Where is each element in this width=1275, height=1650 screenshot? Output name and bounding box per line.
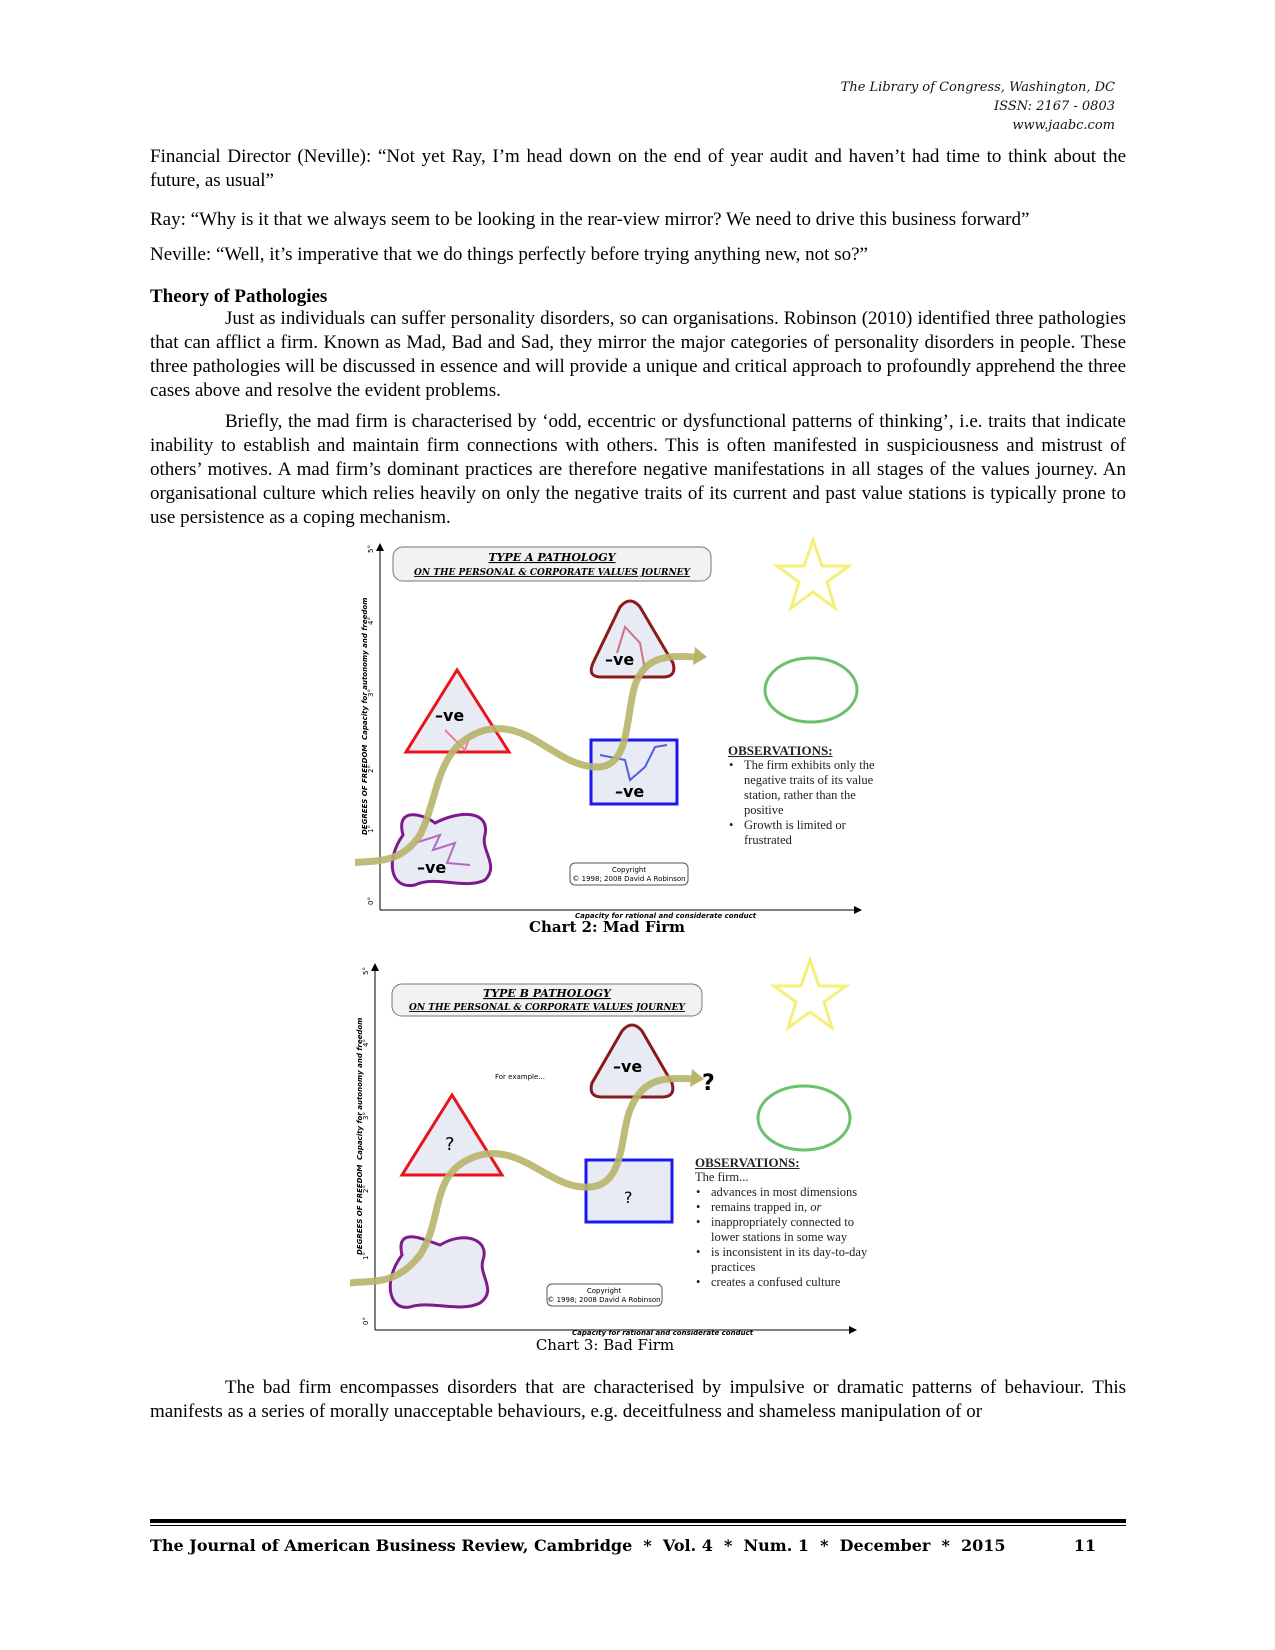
y-tick-0: 0° bbox=[367, 897, 375, 905]
header-line-1: The Library of Congress, Washington, DC bbox=[840, 80, 1115, 95]
y-tick-3: 3° bbox=[362, 1112, 370, 1120]
y-axis-label-capacity: Capacity for autonomy and freedom bbox=[356, 1017, 364, 1160]
y-tick-1: 1° bbox=[362, 1252, 370, 1260]
y-axis-label-degrees: DEGREES OF FREEDOM bbox=[356, 1164, 364, 1255]
chart-type-a-pathology bbox=[355, 535, 875, 925]
y-tick-3: 3° bbox=[367, 689, 375, 697]
observation-item: • creates a confused culture bbox=[711, 1275, 870, 1290]
copyright-line-1: Copyright bbox=[586, 1287, 622, 1295]
maroon-triangle-label: –ve bbox=[613, 1057, 643, 1076]
journey-arrowhead bbox=[693, 647, 707, 665]
star-icon bbox=[774, 960, 846, 1028]
observations-title: OBSERVATIONS: bbox=[695, 1155, 800, 1170]
question-mark-icon: ? bbox=[702, 1071, 715, 1096]
chart-type-b-pathology bbox=[350, 955, 870, 1345]
dialogue-neville-2: Neville: “Well, it’s imperative that we do things perfectly before trying anything new, not so?” bbox=[150, 244, 868, 265]
title-line-1: TYPE A PATHOLOGY bbox=[488, 551, 616, 564]
y-tick-4: 4° bbox=[367, 617, 375, 625]
star-icon bbox=[777, 540, 849, 608]
y-tick-2: 2° bbox=[362, 1185, 370, 1193]
section-heading: Theory of Pathologies bbox=[150, 286, 328, 307]
y-tick-5: 5° bbox=[367, 545, 375, 553]
x-axis-label: Capacity for rational and considerate conduct bbox=[572, 1329, 754, 1337]
chart-2-caption: Chart 2: Mad Firm bbox=[529, 918, 685, 936]
journal-footer bbox=[150, 1536, 1126, 1555]
title-line-2: ON THE PERSONAL & CORPORATE VALUES JOURNEY bbox=[414, 568, 690, 578]
blob-label: –ve bbox=[417, 858, 447, 877]
observations-title: OBSERVATIONS: bbox=[728, 743, 833, 758]
footer-rule-thick bbox=[150, 1519, 1126, 1523]
copyright-line-2: © 1998; 2008 David A Robinson bbox=[547, 1296, 661, 1304]
observation-item: • Growth is limited or frustrated bbox=[744, 818, 878, 848]
ellipse-shape bbox=[758, 1086, 850, 1150]
footer-rule-thin bbox=[150, 1525, 1126, 1526]
copyright-line-2: © 1998; 2008 David A Robinson bbox=[572, 875, 686, 883]
blue-rectangle-label: ? bbox=[624, 1188, 633, 1207]
chart-3-caption: Chart 3: Bad Firm bbox=[535, 1336, 675, 1354]
dialogue-ray: Ray: “Why is it that we always seem to be looking in the rear-view mirror? We need to drive this business forward” bbox=[150, 209, 1030, 230]
ellipse-shape bbox=[765, 658, 857, 722]
y-tick-4: 4° bbox=[362, 1039, 370, 1047]
observations-box bbox=[728, 743, 878, 848]
observations-intro: The firm... bbox=[695, 1170, 749, 1184]
observation-item: • inappropriately connected to lower stations in some way bbox=[711, 1215, 870, 1245]
observation-item: • remains trapped in, or bbox=[711, 1200, 870, 1215]
observation-item: • advances in most dimensions bbox=[711, 1185, 870, 1200]
y-tick-5: 5° bbox=[362, 967, 370, 975]
dialogue-neville-1: Financial Director (Neville): “Not yet Ray, I’m head down on the end of year audit and haven’t had time to think about the future, as usual” bbox=[150, 146, 1126, 191]
example-text: For example... bbox=[495, 1073, 545, 1081]
y-tick-2: 2° bbox=[367, 765, 375, 773]
y-tick-0: 0° bbox=[362, 1317, 370, 1325]
title-line-2: ON THE PERSONAL & CORPORATE VALUES JOURNEY bbox=[409, 1003, 685, 1013]
paragraph-bad-firm: The bad firm encompasses disorders that are characterised by impulsive or dramatic patterns of behaviour. This manifests as a series of morally unacceptable behaviours, e.g. deceitfulness and shameless manipulation of or bbox=[150, 1377, 1126, 1422]
journal-citation: The Journal of American Business Review, Cambridge * Vol. 4 * Num. 1 * December * 2015 bbox=[150, 1536, 1006, 1555]
observations-box bbox=[695, 1155, 870, 1290]
x-axis-label: Capacity for rational and considerate conduct bbox=[575, 912, 757, 920]
red-triangle-label: ? bbox=[445, 1134, 455, 1155]
observation-item: • is inconsistent in its day-to-day practices bbox=[711, 1245, 870, 1275]
header-line-3: www.jaabc.com bbox=[1012, 118, 1115, 133]
paragraph-mad-firm: Briefly, the mad firm is characterised by ‘odd, eccentric or dysfunctional patterns of thinking’, i.e. traits that indicate inability to establish and maintain firm connections with others. This is often manifested in suspiciousness and mistrust of others’ motives. A mad firm’s dominant practices are therefore negative manifestations in all stages of the values journey. An organisational culture which relies heavily on only the negative traits of its current and past value stations is typically prone to use persistence as a coping mechanism. bbox=[150, 411, 1126, 528]
observation-item: • The firm exhibits only the negative traits of its value station, rather than the positive bbox=[744, 758, 878, 818]
running-header bbox=[841, 78, 1115, 135]
copyright-line-1: Copyright bbox=[611, 866, 647, 874]
y-axis-label-capacity: Capacity for autonomy and freedom bbox=[361, 597, 369, 740]
y-tick-1: 1° bbox=[367, 825, 375, 833]
maroon-triangle-label: –ve bbox=[605, 650, 635, 669]
paragraph-pathologies-intro: Just as individuals can suffer personality disorders, so can organisations. Robinson (2010) identified three pathologies that can afflict a firm. Known as Mad, Bad and Sad, they mirror the major categories of personality disorders in people. These three pathologies will be discussed in essence and will provide a unique and critical approach to profoundly apprehend the three cases above and resolve the evident problems. bbox=[150, 308, 1126, 401]
header-line-2: ISSN: 2167 - 0803 bbox=[994, 99, 1115, 114]
page-number: 11 bbox=[1073, 1536, 1096, 1555]
y-axis-label-degrees: DEGREES OF FREEDOM bbox=[361, 744, 369, 835]
red-triangle-label: –ve bbox=[435, 706, 465, 725]
blue-rectangle-label: –ve bbox=[615, 782, 645, 801]
title-line-1: TYPE B PATHOLOGY bbox=[483, 987, 611, 1000]
